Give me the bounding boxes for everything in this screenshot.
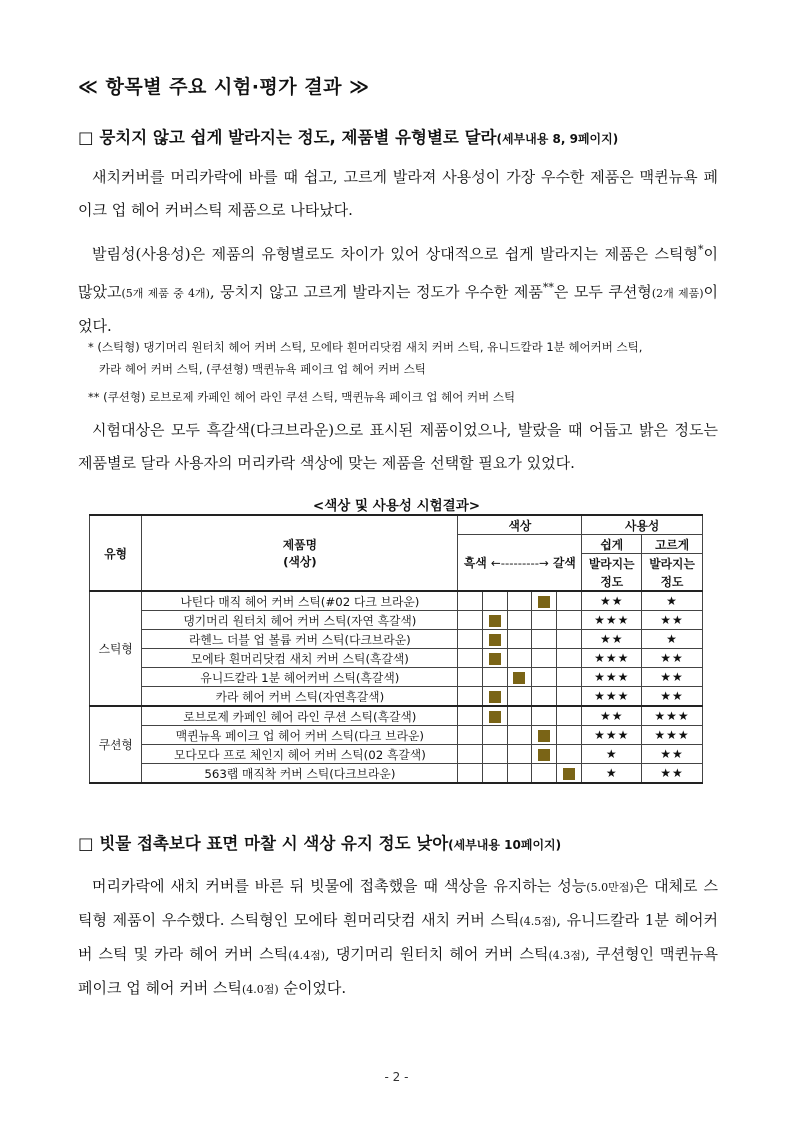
product-type-cell: 스틱형	[90, 591, 142, 706]
easy-rating-cell: ★★★	[582, 668, 642, 687]
table-row	[90, 668, 703, 687]
color-scale-cell	[458, 687, 483, 707]
s2-s1: (5.0만점)	[586, 881, 634, 894]
easy-rating-cell: ★★★	[582, 687, 642, 707]
color-scale-cell	[532, 764, 557, 784]
color-scale-cell	[483, 591, 508, 611]
color-scale-cell	[483, 706, 508, 726]
even-rating-cell: ★★	[642, 687, 703, 707]
color-scale-cell	[532, 706, 557, 726]
header-usability: 사용성	[582, 515, 703, 535]
color-scale-cell	[532, 687, 557, 707]
s2-d: , 댕기머리 원터치 헤어 커버 스틱	[324, 945, 549, 963]
color-swatch-icon	[489, 634, 501, 646]
color-scale-cell	[556, 764, 582, 784]
easy-rating-cell: ★★	[582, 706, 642, 726]
results-table-body	[90, 591, 703, 783]
color-swatch-icon	[513, 672, 525, 684]
scale-arrow: ←---------→	[490, 556, 549, 570]
color-scale-cell	[556, 630, 582, 649]
color-swatch-icon	[489, 653, 501, 665]
p2-small2: (2개 제품)	[651, 287, 704, 300]
color-scale-cell	[483, 611, 508, 630]
s2-f: 순이었다.	[278, 979, 347, 997]
color-scale-cell	[507, 630, 532, 649]
section2-ref: (세부내용 10페이지)	[448, 838, 562, 852]
p2-sup2: **	[542, 281, 554, 294]
easy-rating-cell: ★★	[582, 630, 642, 649]
footnote-2	[88, 386, 515, 408]
color-scale-cell	[507, 745, 532, 764]
s2-a: 머리카락에 새치 커버를 바른 뒤 빗물에 접촉했을 때 색상을 유지하는 성능	[92, 877, 587, 895]
color-scale-cell	[458, 764, 483, 784]
table-row	[90, 706, 703, 726]
s2-s4: (4.3점)	[548, 949, 586, 962]
table-row	[90, 764, 703, 784]
section1-paragraph-3	[78, 414, 718, 480]
color-scale-cell	[532, 726, 557, 745]
color-swatch-icon	[489, 615, 501, 627]
color-scale-cell	[483, 764, 508, 784]
color-swatch-icon	[489, 691, 501, 703]
product-name-cell: 카라 헤어 커버 스틱(자연흑갈색)	[142, 687, 458, 707]
color-scale-cell	[532, 611, 557, 630]
section1-paragraph-2	[78, 233, 718, 343]
s2-c: , 유니드칼라 1분 헤어커버 스틱 및 카라 헤어 커버 스틱	[78, 911, 718, 963]
color-scale-cell	[483, 745, 508, 764]
color-scale-cell	[507, 764, 532, 784]
section2-heading	[78, 830, 561, 854]
color-swatch-icon	[489, 711, 501, 723]
color-scale-cell	[532, 668, 557, 687]
header-product	[142, 515, 458, 591]
color-scale-cell	[483, 630, 508, 649]
header-even-3: 정도	[642, 572, 703, 591]
header-easy-2: 발라지는	[582, 554, 642, 573]
footnote-1-line1: (스틱형) 댕기머리 원터치 헤어 커버 스틱, 모에타 흰머리닷컴 새치 커버 스틱, 유니드칼라 1분 헤어커버 스틱,	[97, 340, 643, 354]
product-name-cell: 라헨느 더블 업 볼륨 커버 스틱(다크브라운)	[142, 630, 458, 649]
p2-c: , 뭉치지 않고 고르게 발라지는 정도가 우수한 제품	[209, 283, 543, 301]
color-scale-cell	[532, 591, 557, 611]
color-scale-cell	[556, 611, 582, 630]
header-easy-1: 쉽게	[582, 535, 642, 554]
s2-b: 은 대체로 스틱형 제품이 우수했다. 스틱형인 모에타 흰머리닷컴 새치 커버 스틱	[78, 877, 718, 929]
color-scale-cell	[483, 668, 508, 687]
table-row	[90, 611, 703, 630]
product-name-cell: 모에타 흰머리닷컴 새치 커버 스틱(흑갈색)	[142, 649, 458, 668]
even-rating-cell: ★	[642, 630, 703, 649]
even-rating-cell: ★★	[642, 668, 703, 687]
footnote-1-cont: 카라 헤어 커버 스틱, (쿠션형) 맥퀸뉴욕 페이크 업 헤어 커버 스틱	[99, 362, 426, 376]
s2-s2: (4.5점)	[519, 915, 557, 928]
easy-rating-cell: ★	[582, 764, 642, 784]
section1-p3-text: 시험대상은 모두 흑갈색(다크브라운)으로 표시된 제품이었으나, 발랐을 때 어둡고 밝은 정도는 제품별로 달라 사용자의 머리카락 색상에 맞는 제품을 선택할 필요가 있었다.	[78, 421, 718, 472]
page-title: ≪ 항목별 주요 시험·평가 결과 ≫	[78, 76, 370, 98]
color-scale-cell	[556, 745, 582, 764]
table-caption: <색상 및 사용성 시험결과>	[312, 498, 481, 514]
product-name-cell: 563랩 매직착 커버 스틱(다크브라운)	[142, 764, 458, 784]
section1-heading	[78, 124, 618, 148]
p2-d: 은 모두 쿠션형	[553, 283, 652, 301]
color-scale-cell	[556, 726, 582, 745]
color-scale-cell	[532, 630, 557, 649]
even-rating-cell: ★★	[642, 745, 703, 764]
footnote-2-line1: (쿠션형) 로브로제 카페인 헤어 라인 쿠션 스틱, 맥퀸뉴욕 페이크 업 헤어 커버 스틱	[103, 390, 516, 404]
p2-sup1: *	[698, 243, 704, 256]
color-scale-cell	[458, 591, 483, 611]
s2-e: , 쿠션형인 맥퀸뉴욕 페이크 업 헤어 커버 스틱	[78, 945, 718, 997]
header-even-1: 고르게	[642, 535, 703, 554]
color-scale-cell	[532, 745, 557, 764]
color-scale-cell	[507, 649, 532, 668]
color-scale-cell	[532, 649, 557, 668]
product-name-cell: 유니드칼라 1분 헤어커버 스틱(흑갈색)	[142, 668, 458, 687]
table-row	[90, 745, 703, 764]
product-name-cell: 나틴다 매직 헤어 커버 스틱(#02 다크 브라운)	[142, 591, 458, 611]
table-row	[90, 630, 703, 649]
table-row	[90, 726, 703, 745]
table-row	[90, 591, 703, 611]
easy-rating-cell: ★★	[582, 591, 642, 611]
table-row	[90, 649, 703, 668]
color-scale-cell	[458, 649, 483, 668]
p2-b: 이 많았고	[78, 245, 718, 301]
even-rating-cell: ★★★	[642, 726, 703, 745]
header-product-sub: (색상)	[283, 555, 317, 569]
even-rating-cell: ★★	[642, 611, 703, 630]
even-rating-cell: ★★★	[642, 706, 703, 726]
scale-left-label: 흑색	[463, 556, 487, 570]
product-name-cell: 댕기머리 원터치 헤어 커버 스틱(자연 흑갈색)	[142, 611, 458, 630]
section1-p1-text: 새치커버를 머리카락에 바를 때 쉽고, 고르게 발라져 사용성이 가장 우수한 제품은 맥퀸뉴욕 페이크 업 헤어 커버스틱 제품으로 나타났다.	[78, 168, 718, 219]
scale-right-label: 갈색	[553, 556, 576, 570]
p2-a: 발림성(사용성)은 제품의 유형별로도 차이가 있어 상대적으로 쉽게 발라지는 제품은 스틱형	[92, 245, 698, 263]
color-scale-cell	[458, 668, 483, 687]
color-scale-cell	[458, 630, 483, 649]
color-scale-cell	[458, 611, 483, 630]
footnote-2-mark: **	[88, 390, 100, 404]
table-row	[90, 687, 703, 707]
color-swatch-icon	[538, 749, 550, 761]
header-color: 색상	[458, 515, 582, 535]
product-name-cell: 맥퀸뉴욕 페이크 업 헤어 커버 스틱(다크 브라운)	[142, 726, 458, 745]
section1-ref: (세부내용 8, 9페이지)	[496, 132, 619, 146]
color-swatch-icon	[563, 768, 575, 780]
color-scale-cell	[458, 745, 483, 764]
footnote-1-mark: *	[88, 340, 94, 354]
color-swatch-icon	[538, 730, 550, 742]
p2-e: 이었다.	[78, 283, 718, 335]
color-scale-cell	[507, 668, 532, 687]
section1-heading-text: □ 뭉치지 않고 쉽게 발라지는 정도, 제품별 유형별로 달라	[78, 128, 497, 147]
section1-paragraph-1	[78, 161, 718, 227]
color-scale-cell	[507, 726, 532, 745]
easy-rating-cell: ★★★	[582, 611, 642, 630]
page-number: - 2 -	[384, 1070, 409, 1084]
easy-rating-cell: ★	[582, 745, 642, 764]
color-swatch-icon	[538, 596, 550, 608]
header-easy-3: 정도	[582, 572, 642, 591]
even-rating-cell: ★★	[642, 764, 703, 784]
footnote-1	[88, 336, 642, 358]
header-even-2: 발라지는	[642, 554, 703, 573]
color-scale-cell	[483, 649, 508, 668]
easy-rating-cell: ★★★	[582, 649, 642, 668]
color-scale-cell	[556, 649, 582, 668]
color-scale-cell	[556, 668, 582, 687]
color-scale-cell	[458, 726, 483, 745]
section2-heading-text: □ 빗물 접촉보다 표면 마찰 시 색상 유지 정도 낮아	[78, 834, 449, 853]
color-scale-cell	[507, 611, 532, 630]
color-scale-cell	[458, 706, 483, 726]
product-name-cell: 로브로제 카페인 헤어 라인 쿠션 스틱(흑갈색)	[142, 706, 458, 726]
easy-rating-cell: ★★★	[582, 726, 642, 745]
color-scale-cell	[556, 706, 582, 726]
color-scale-cell	[507, 706, 532, 726]
s2-s5: (4.0점)	[241, 983, 279, 996]
product-type-cell: 쿠션형	[90, 706, 142, 783]
section2-paragraph	[78, 870, 718, 1006]
color-scale-cell	[483, 726, 508, 745]
color-scale-cell	[483, 687, 508, 707]
results-table	[89, 514, 703, 784]
header-product-name: 제품명	[282, 538, 317, 552]
color-scale-cell	[507, 687, 532, 707]
product-name-cell: 모다모다 프로 체인지 헤어 커버 스틱(02 흑갈색)	[142, 745, 458, 764]
color-scale-cell	[507, 591, 532, 611]
header-type: 유형	[90, 515, 142, 591]
even-rating-cell: ★★	[642, 649, 703, 668]
color-scale-cell	[556, 591, 582, 611]
header-color-scale	[458, 535, 582, 592]
even-rating-cell: ★	[642, 591, 703, 611]
color-scale-cell	[556, 687, 582, 707]
p2-small1: (5개 제품 중 4개)	[121, 287, 210, 300]
s2-s3: (4.4점)	[288, 949, 325, 962]
